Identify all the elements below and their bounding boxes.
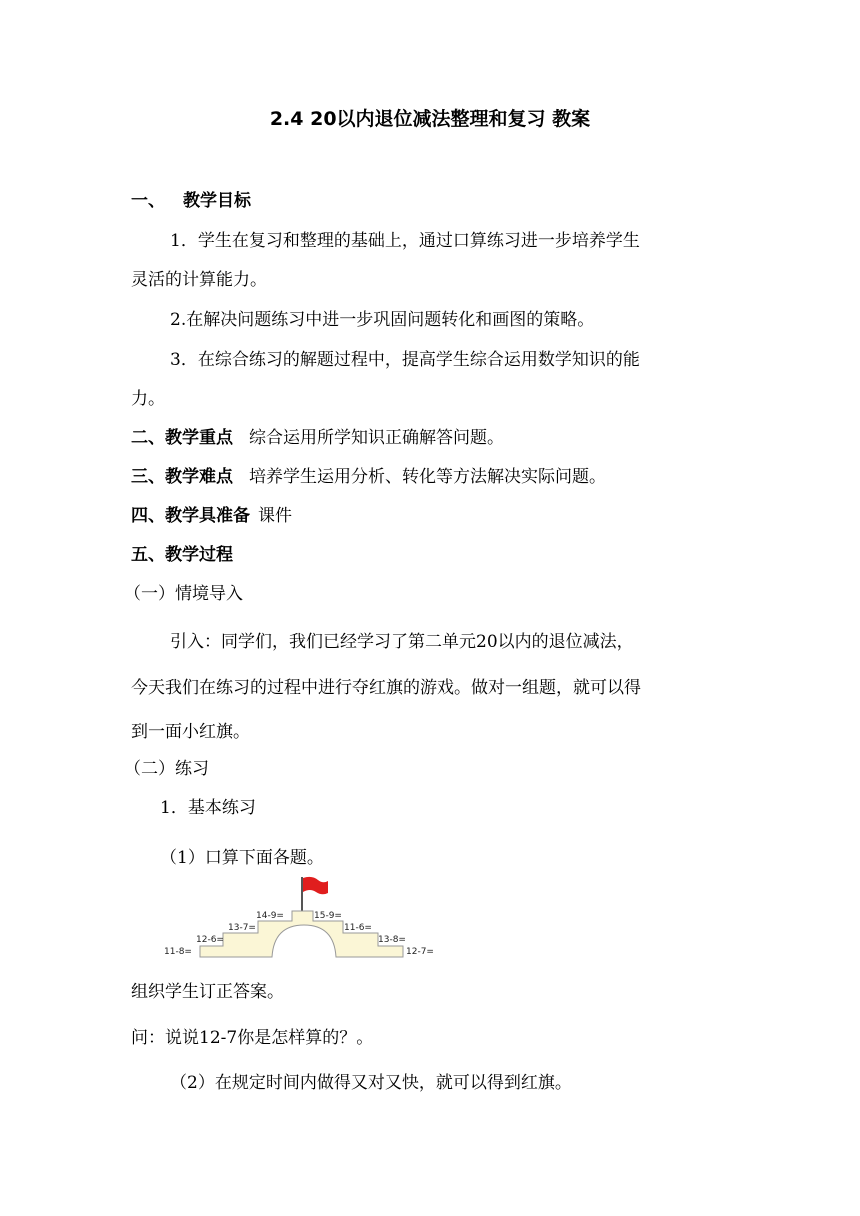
section-4-text: 课件 (258, 506, 292, 526)
objective-1-line-1: 1．学生在复习和整理的基础上，通过口算练习进一步培养学生 (170, 231, 640, 251)
document-title: 2.4 20以内退位减法整理和复习 教案 (269, 108, 591, 130)
bridge-shape (200, 911, 403, 957)
section-4-heading: 四、教学具准备 (131, 506, 250, 526)
objective-3-line-2: 力。 (131, 389, 165, 409)
after-text-1: 组织学生订正答案。 (131, 982, 284, 1002)
section-1-number: 一、 (131, 191, 165, 211)
bridge-flag-diagram (160, 873, 450, 963)
bridge-problem-5: 15-9= (314, 911, 342, 921)
intro-line-2: 今天我们在练习的过程中进行夺红旗的游戏。做对一组题，就可以得 (131, 678, 641, 698)
section-2-heading: 二、教学重点 (131, 428, 233, 448)
section-1-title: 教学目标 (183, 191, 251, 211)
flag-icon (303, 877, 328, 894)
bridge-problem-3: 13-7= (228, 923, 256, 933)
question-2: （2）在规定时间内做得又对又快，就可以得到红旗。 (170, 1073, 572, 1093)
section-3-text: 培养学生运用分析、转化等方法解决实际问题。 (249, 467, 606, 487)
section-2 (131, 423, 504, 448)
part-2-heading: （二）练习 (124, 759, 209, 779)
section-4 (131, 501, 292, 526)
bridge-problem-8: 12-7= (406, 947, 434, 957)
intro-line-1: 引入：同学们，我们已经学习了第二单元20以内的退位减法， (170, 632, 634, 652)
objective-3-line-1: 3．在综合练习的解题过程中，提高学生综合运用数学知识的能 (170, 350, 640, 370)
objective-2: 2.在解决问题练习中进一步巩固问题转化和画图的策略。 (170, 310, 595, 330)
section-3-heading: 三、教学难点 (131, 467, 233, 487)
bridge-problem-2: 12-6= (196, 935, 224, 945)
bridge-problem-7: 13-8= (378, 935, 406, 945)
after-text-2: 问：说说12-7你是怎样算的？。 (131, 1028, 374, 1048)
basic-practice-heading: 1．基本练习 (160, 798, 256, 818)
bridge-problem-4: 14-9= (256, 911, 284, 921)
section-3 (131, 462, 606, 487)
section-1-heading (131, 186, 251, 211)
section-2-text: 综合运用所学知识正确解答问题。 (249, 428, 504, 448)
bridge-problem-1: 11-8= (164, 947, 192, 957)
question-1: （1）口算下面各题。 (160, 848, 324, 868)
intro-line-3: 到一面小红旗。 (131, 722, 250, 742)
part-1-heading: （一）情境导入 (124, 584, 243, 604)
section-5-heading: 五、教学过程 (131, 545, 233, 565)
bridge-problem-6: 11-6= (344, 923, 372, 933)
objective-1-line-2: 灵活的计算能力。 (131, 270, 267, 290)
